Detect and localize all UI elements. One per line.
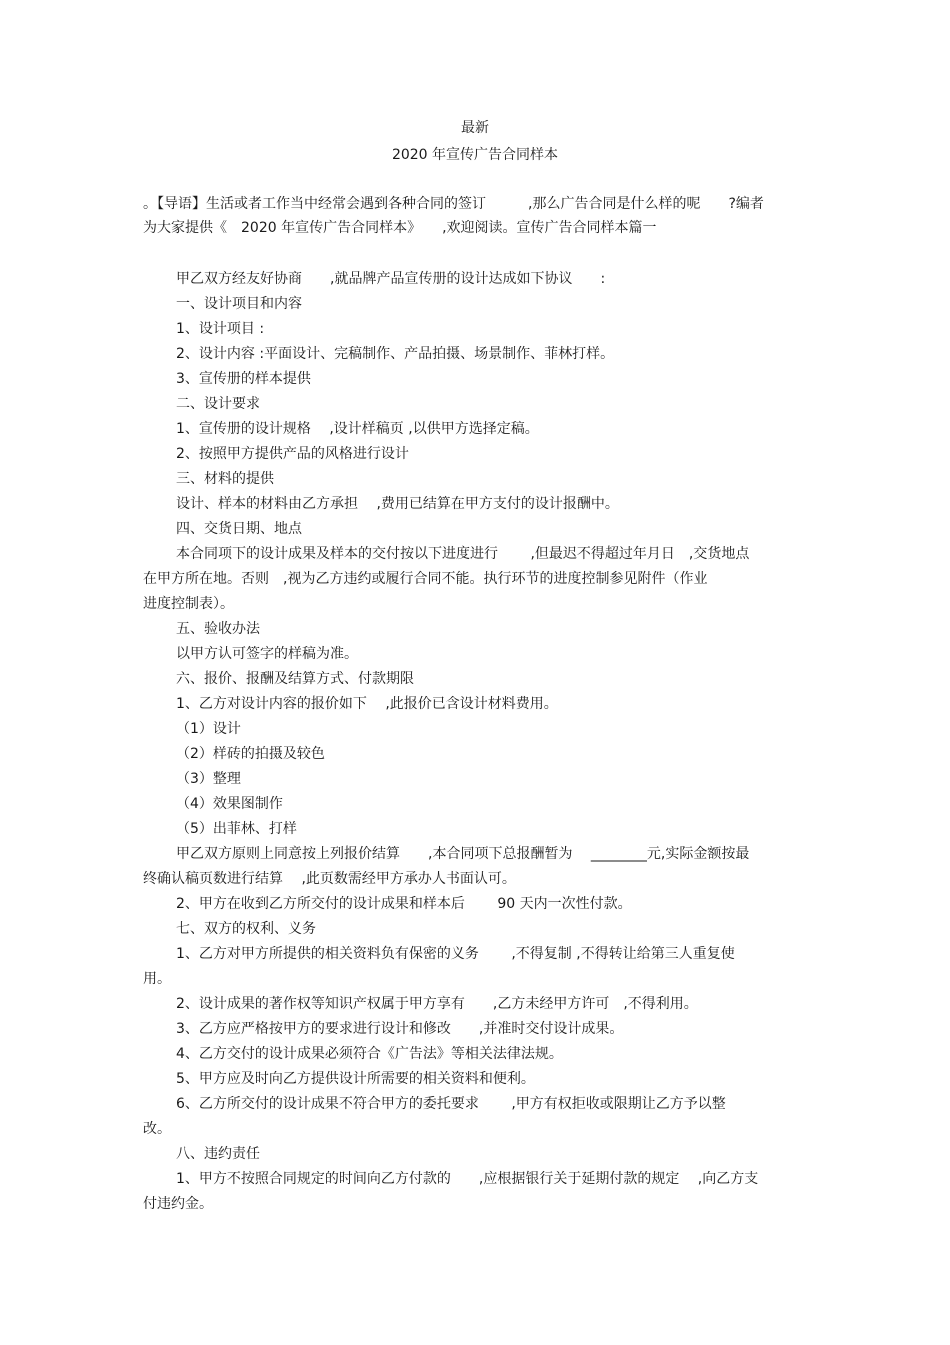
list-item: 1、乙方对甲方所提供的相关资料负有保密的义务 ,不得复制 ,不得转让给第三人重复使 [176, 946, 735, 962]
paragraph-line: 在甲方所在地。否则 ,视为乙方违约或履行合同不能。执行环节的进度控制参见附件（作业 [143, 571, 708, 587]
paragraph-line: 为大家提供《 2020 年宣传广告合同样本》 ,欢迎阅读。宣传广告合同样本篇一 [143, 220, 657, 236]
paragraph-line: 进度控制表）。 [143, 596, 234, 612]
list-item: （1）设计 [176, 721, 241, 737]
list-item: 2、按照甲方提供产品的风格进行设计 [176, 446, 409, 462]
list-item: 1、设计项目 : [176, 321, 265, 337]
list-item: （5）出菲林、打样 [176, 821, 297, 837]
paragraph-line: 终确认稿页数进行结算 ,此页数需经甲方承办人书面认可。 [143, 871, 516, 887]
paragraph-line: 甲乙双方经友好协商 ,就品牌产品宣传册的设计达成如下协议 : [176, 271, 606, 287]
section-heading: 四、交货日期、地点 [176, 521, 302, 537]
list-item: （2）样砖的拍摄及较色 [176, 746, 325, 762]
paragraph-line: 改。 [143, 1121, 171, 1137]
paragraph-line: 付违约金。 [143, 1196, 213, 1212]
list-item: 3、宣传册的样本提供 [176, 371, 311, 387]
list-item: 3、乙方应严格按甲方的要求进行设计和修改 ,并准时交付设计成果。 [176, 1021, 624, 1037]
list-item: 1、宣传册的设计规格 ,设计样稿页 ,以供甲方选择定稿。 [176, 421, 539, 437]
paragraph-line: 以甲方认可签字的样稿为准。 [176, 646, 358, 662]
paragraph-line: 本合同项下的设计成果及样本的交付按以下进度进行 ,但最迟不得超过年月日 ,交货地点 [176, 546, 750, 562]
list-item: 4、乙方交付的设计成果必须符合《广告法》等相关法律法规。 [176, 1046, 563, 1062]
paragraph-line: 甲乙双方原则上同意按上列报价结算 ,本合同项下总报酬暂为 ________元,实际金额按最 [176, 846, 750, 862]
list-item: 2、甲方在收到乙方所交付的设计成果和样本后 90 天内一次性付款。 [176, 896, 632, 912]
list-item: 1、乙方对设计内容的报价如下 ,此报价已含设计材料费用。 [176, 696, 558, 712]
list-item: （4）效果图制作 [176, 796, 283, 812]
paragraph-line: 用。 [143, 971, 171, 987]
list-item: （3）整理 [176, 771, 241, 787]
list-item: 2、设计成果的著作权等知识产权属于甲方享有 ,乙方未经甲方许可 ,不得利用。 [176, 996, 698, 1012]
doc-title-line-1: 最新 [461, 120, 489, 136]
section-heading: 八、违约责任 [176, 1146, 260, 1162]
section-heading: 六、报价、报酬及结算方式、付款期限 [176, 671, 414, 687]
section-heading: 五、验收办法 [176, 621, 260, 637]
doc-title-line-2: 2020 年宣传广告合同样本 [391, 147, 559, 163]
section-heading: 一、设计项目和内容 [176, 296, 302, 312]
list-item: 1、甲方不按照合同规定的时间向乙方付款的 ,应根据银行关于延期付款的规定 ,向乙方支 [176, 1171, 759, 1187]
paragraph-line: 设计、样本的材料由乙方承担 ,费用已结算在甲方支付的设计报酬中。 [176, 496, 619, 512]
list-item: 2、设计内容 :平面设计、完稿制作、产品拍摄、场景制作、菲林打样。 [176, 346, 615, 362]
section-heading: 二、设计要求 [176, 396, 260, 412]
list-item: 5、甲方应及时向乙方提供设计所需要的相关资料和便利。 [176, 1071, 535, 1087]
section-heading: 三、材料的提供 [176, 471, 274, 487]
section-heading: 七、双方的权利、义务 [176, 921, 316, 937]
paragraph-line: 。【导语】生活或者工作当中经常会遇到各种合同的签订 ,那么广告合同是什么样的呢 ?编者 [143, 196, 764, 212]
list-item: 6、乙方所交付的设计成果不符合甲方的委托要求 ,甲方有权拒收或限期让乙方予以整 [176, 1096, 726, 1112]
